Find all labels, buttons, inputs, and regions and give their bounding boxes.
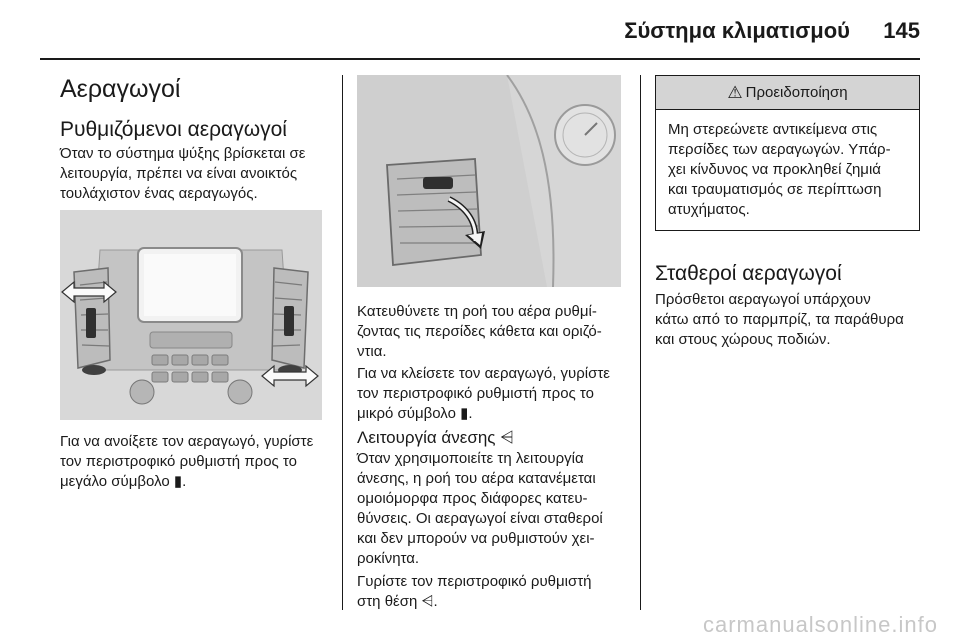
- text-line: κάτω από το παρμπρίζ, τα παράθυρα: [655, 311, 904, 328]
- text-line: ομοιόμορφα προς διάφορες κατευ-: [357, 490, 588, 507]
- text-line: στη θέση ⩤.: [357, 593, 438, 610]
- text-line: τον περιστροφικό ρυθμιστή προς το: [357, 385, 594, 402]
- paragraph-comfort-mode: [357, 449, 632, 569]
- warning-box: [655, 75, 920, 231]
- column-divider-1: [342, 75, 343, 610]
- intro-paragraph: [60, 144, 335, 204]
- text-line: τουλάχιστον ένας αεραγωγός.: [60, 185, 258, 202]
- text-line: Για να κλείσετε τον αεραγωγό, γυρίστε: [357, 365, 610, 382]
- text-line: ατυχήματος.: [668, 201, 750, 218]
- header-rule: [40, 58, 920, 60]
- warning-title: Προειδοποίηση: [745, 84, 848, 101]
- text-line: ροκίνητα.: [357, 550, 420, 567]
- subheading-fixed-vents: Σταθεροί αεραγωγοί: [655, 262, 842, 285]
- text-line: λειτουργία, πρέπει να είναι ανοικτός: [60, 165, 298, 182]
- text-line: Μη στερεώνετε αντικείμενα στις: [668, 121, 878, 138]
- warning-body: [656, 110, 919, 230]
- text-line: και τραυματισμός σε περίπτωση: [668, 181, 882, 198]
- page-number: 145: [883, 18, 920, 43]
- text-line: ζοντας τις περσίδες κάθετα και οριζό-: [357, 323, 602, 340]
- text-line: και δεν μπορούν να ρυθμιστούν χει-: [357, 530, 595, 547]
- warning-header: [656, 76, 919, 110]
- warning-triangle-icon: ⚠: [727, 82, 743, 102]
- text-line: Όταν το σύστημα ψύξης βρίσκεται σε: [60, 145, 306, 162]
- text-line: Για να ανοίξετε τον αεραγωγό, γυρίστε: [60, 433, 314, 450]
- text-line: ντια.: [357, 343, 387, 360]
- text-line: χει κίνδυνος να προκληθεί ζημιά: [668, 161, 881, 178]
- text-line: άνεσης, η ροή του αέρα κατανέμεται: [357, 470, 596, 487]
- paragraph-close-vent: [357, 364, 632, 424]
- text-line: μικρό σύμβολο ▮.: [357, 405, 473, 422]
- figure-center-console-vents: [60, 210, 322, 420]
- paragraph-fixed-vents: [655, 290, 930, 350]
- figure-caption: [60, 432, 335, 492]
- text-line: Πρόσθετοι αεραγωγοί υπάρχουν: [655, 291, 871, 308]
- text-line: Όταν χρησιμοποιείτε τη λειτουργία: [357, 450, 584, 467]
- text-line: Κατευθύνετε τη ροή του αέρα ρυθμί-: [357, 303, 597, 320]
- text-line: και στους χώρους ποδιών.: [655, 331, 831, 348]
- console-vents-illustration: [60, 210, 322, 420]
- subheading-adjustable-vents: Ρυθμιζόμενοι αεραγωγοί: [60, 118, 287, 141]
- text-line: μεγάλο σύμβολο ▮.: [60, 473, 187, 490]
- watermark-text: carmanualsonline.info: [702, 612, 938, 637]
- subheading-comfort-mode: Λειτουργία άνεσης ⩤: [357, 428, 514, 447]
- paragraph-direct-airflow: [357, 302, 632, 362]
- section-heading-air-vents: Αεραγωγοί: [60, 75, 181, 103]
- text-line: περσίδες των αεραγωγών. Υπάρ-: [668, 141, 891, 158]
- text-line: θύνσεις. Οι αεραγωγοί είναι σταθεροί: [357, 510, 603, 527]
- running-header-title: Σύστημα κλιματισμού: [624, 18, 850, 43]
- side-vent-illustration: [357, 75, 621, 287]
- paragraph-turn-knob: [357, 572, 632, 612]
- text-line: τον περιστροφικό ρυθμιστή προς το: [60, 453, 297, 470]
- column-divider-2: [640, 75, 641, 610]
- figure-side-vent: [357, 75, 621, 287]
- text-line: Γυρίστε τον περιστροφικό ρυθμιστή: [357, 573, 592, 590]
